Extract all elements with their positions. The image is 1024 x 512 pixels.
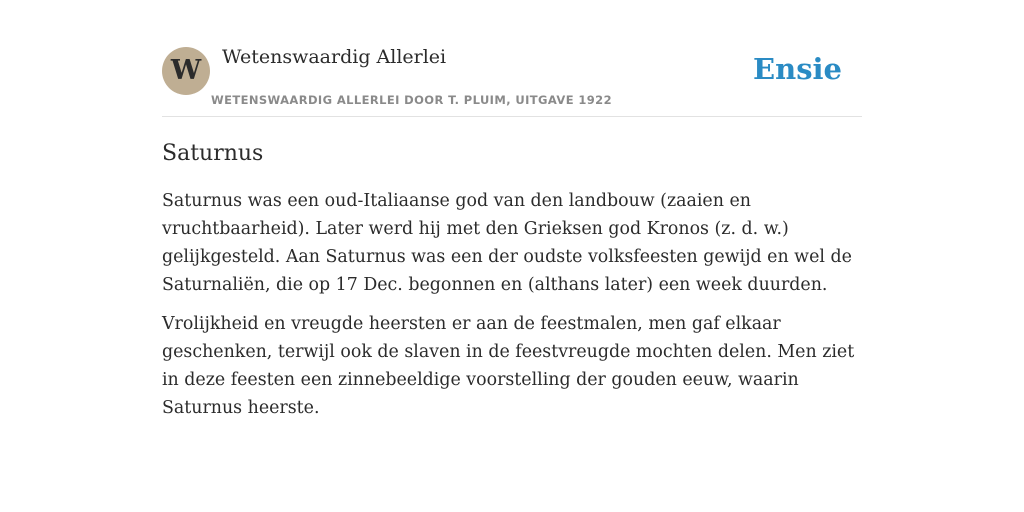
entry-content — [162, 138, 862, 433]
entry-title: Saturnus — [162, 141, 264, 166]
ensie-logo[interactable]: Ensie — [753, 52, 842, 86]
book-avatar[interactable]: W — [162, 47, 210, 95]
entry-paragraph-1: Saturnus was een oud-Italiaanse god van den landbouw (zaaien en vruchtbaarheid). Later werd hij met den Grieksen god Kronos (z. d. w.) gelijkgesteld. Aan Saturnus was een der oudste volksfeesten gewijd en wel de Saturnaliën, die op 17 Dec. begonnen en (althans later) een week duurden. — [162, 191, 852, 295]
book-subtitle: WETENSWAARDIG ALLERLEI DOOR T. PLUIM, UITGAVE 1922 — [211, 93, 612, 107]
book-title[interactable]: Wetenswaardig Allerlei — [222, 46, 447, 68]
entry-paragraph-2: Vrolijkheid en vreugde heersten er aan de feestmalen, men gaf elkaar geschenken, terwijl ook de slaven in de feestvreugde mochten delen. Men ziet in deze feesten een zinnebeeldige voorstelling der gouden eeuw, waarin Saturnus heerste. — [162, 314, 855, 418]
header — [162, 44, 862, 117]
